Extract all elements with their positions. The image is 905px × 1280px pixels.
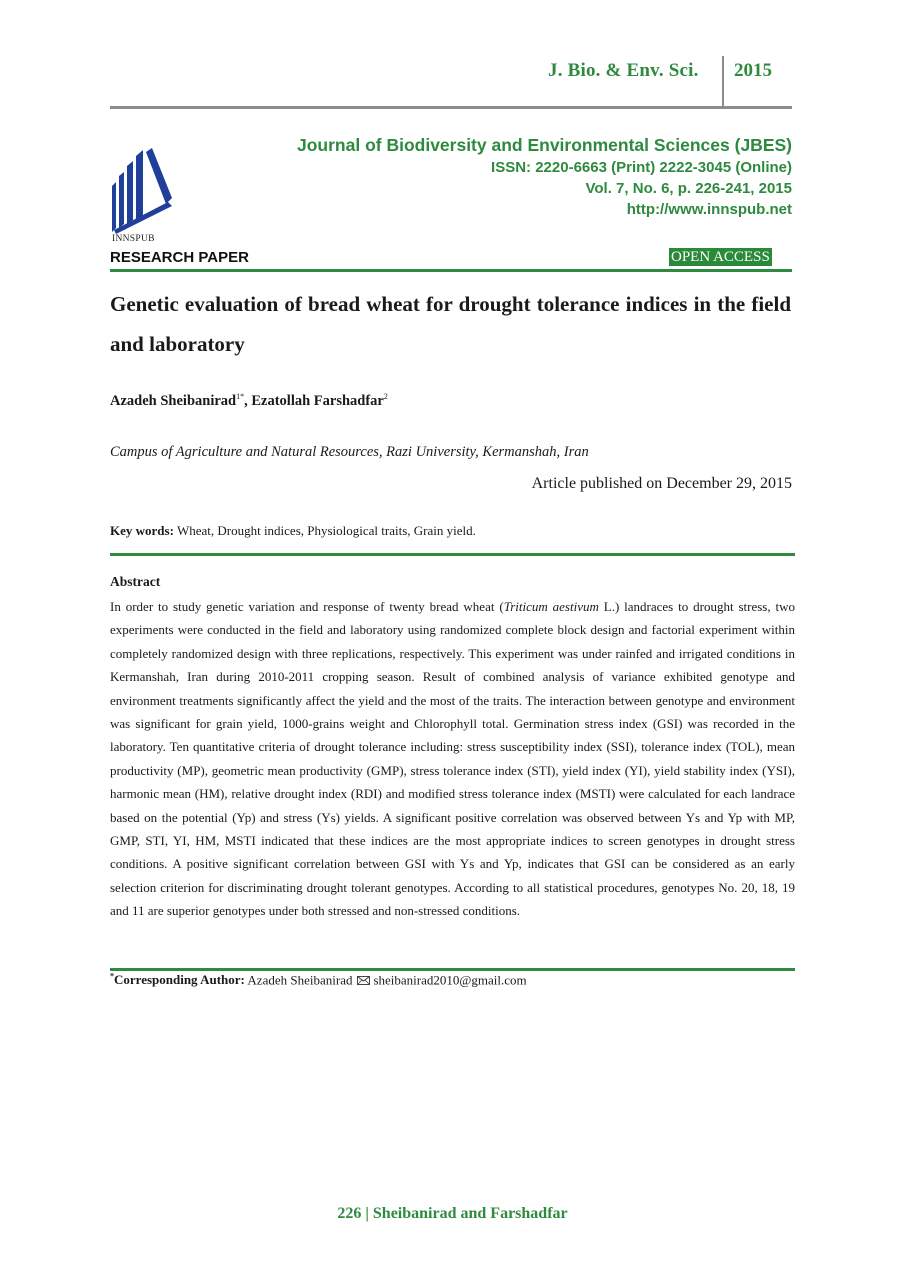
keywords — [110, 523, 476, 539]
journal-name: Journal of Biodiversity and Environmental Sciences (JBES) — [297, 135, 792, 155]
corresponding-label: Corresponding Author: — [114, 972, 245, 988]
author-affiliation-mark: 1* — [236, 392, 245, 401]
author-affiliation-mark: 2 — [383, 392, 388, 401]
page-footer — [0, 1205, 905, 1223]
running-header-journal: J. Bio. & Env. Sci. — [548, 60, 699, 81]
keywords-rule — [110, 553, 795, 556]
author-affiliation: Campus of Agriculture and Natural Resources, Razi University, Kermanshah, Iran — [110, 444, 589, 460]
keywords-text: Wheat, Drought indices, Physiological traits, Grain yield. — [176, 523, 476, 538]
corresponding-email-link[interactable]: sheibanirad2010@gmail.com — [373, 972, 527, 988]
footer-separator: | — [361, 1205, 373, 1222]
open-access-badge: OPEN ACCESS — [671, 249, 770, 265]
header-vertical-divider — [722, 56, 724, 109]
journal-issn: ISSN: 2220-6663 (Print) 2222-3045 (Online) — [491, 159, 792, 176]
logo-wordmark: INNSPUB — [112, 234, 155, 244]
author-name: Azadeh Sheibanirad — [110, 392, 237, 409]
article-type-rule — [110, 269, 792, 272]
article-type-label: RESEARCH PAPER — [110, 249, 249, 266]
author-list — [110, 392, 388, 410]
publication-date: Article published on December 29, 2015 — [531, 475, 792, 492]
keywords-label: Key words: — [110, 523, 174, 538]
abstract-body — [110, 595, 795, 923]
corresponding-author — [110, 972, 527, 988]
author-name: Ezatollah Farshadfar — [251, 392, 384, 409]
page-number: 226 — [337, 1205, 362, 1222]
species-name: Triticum aestivum — [503, 599, 599, 614]
abstract-text-part: L.) landraces to drought stress, two experiments were conducted in the field and laboratory using randomized complete block design and factorial experiment within completely randomized design with three replications, respectively. This experiment was under rainfed and irrigated conditions in Kermanshah, Iran during 2010-2011 cropping season. Result of combined analysis of variance exhibited genotype and environment treatments significantly affect the yield and the most of the traits. The interaction between genotype and environment was significant for grain yield, 1000-grains weight and Chlorophyll total. Germination stress index (GSI) was recorded in the laboratory. Ten quantitative criteria of drought tolerance including: stress susceptibility index (SSI), tolerance index (TOL), mean productivity (MP), geometric mean productivity (GMP), stress tolerance index (STI), yield index (YI), yield stability index (YSI), harmonic mean (HM), relative drought index (RDI) and modified stress tolerance index (MSTI) were calculated for each landrace based on the potential (Yp) and stress (Ys) yields. A significant positive correlation was observed between Ys and Yp with MP, GMP, STI, YI, HM, MSTI indicated that these indices are the most appropriate indices to screen genotypes in drought stress conditions. A positive significant correlation between GSI with Ys and Yp, indicates that GSI can be considered as an early selection criterion for discriminating drought tolerant genotypes. According to all statistical procedures, genotypes No. 20, 18, 19 and 11 are superior genotypes under both stressed and non-stressed conditions. — [110, 599, 795, 919]
author-separator: , — [244, 392, 252, 409]
abstract-rule — [110, 968, 795, 971]
running-header-year: 2015 — [734, 60, 772, 81]
paper-title: Genetic evaluation of bread wheat for drought tolerance indices in the field and laboratory — [110, 292, 791, 356]
journal-volume: Vol. 7, No. 6, p. 226-241, 2015 — [585, 180, 792, 197]
abstract-heading: Abstract — [110, 574, 161, 589]
corresponding-name: Azadeh Sheibanirad — [247, 972, 353, 988]
envelope-icon — [357, 976, 370, 985]
abstract-text-part: In order to study genetic variation and response of twenty bread wheat ( — [110, 599, 504, 614]
corresponding-mark: * — [110, 972, 114, 981]
journal-url-link[interactable]: http://www.innspub.net — [626, 201, 792, 218]
header-rule — [110, 106, 792, 109]
footer-authors: Sheibanirad and Farshadfar — [372, 1205, 568, 1222]
innspub-logo-icon — [110, 146, 176, 234]
